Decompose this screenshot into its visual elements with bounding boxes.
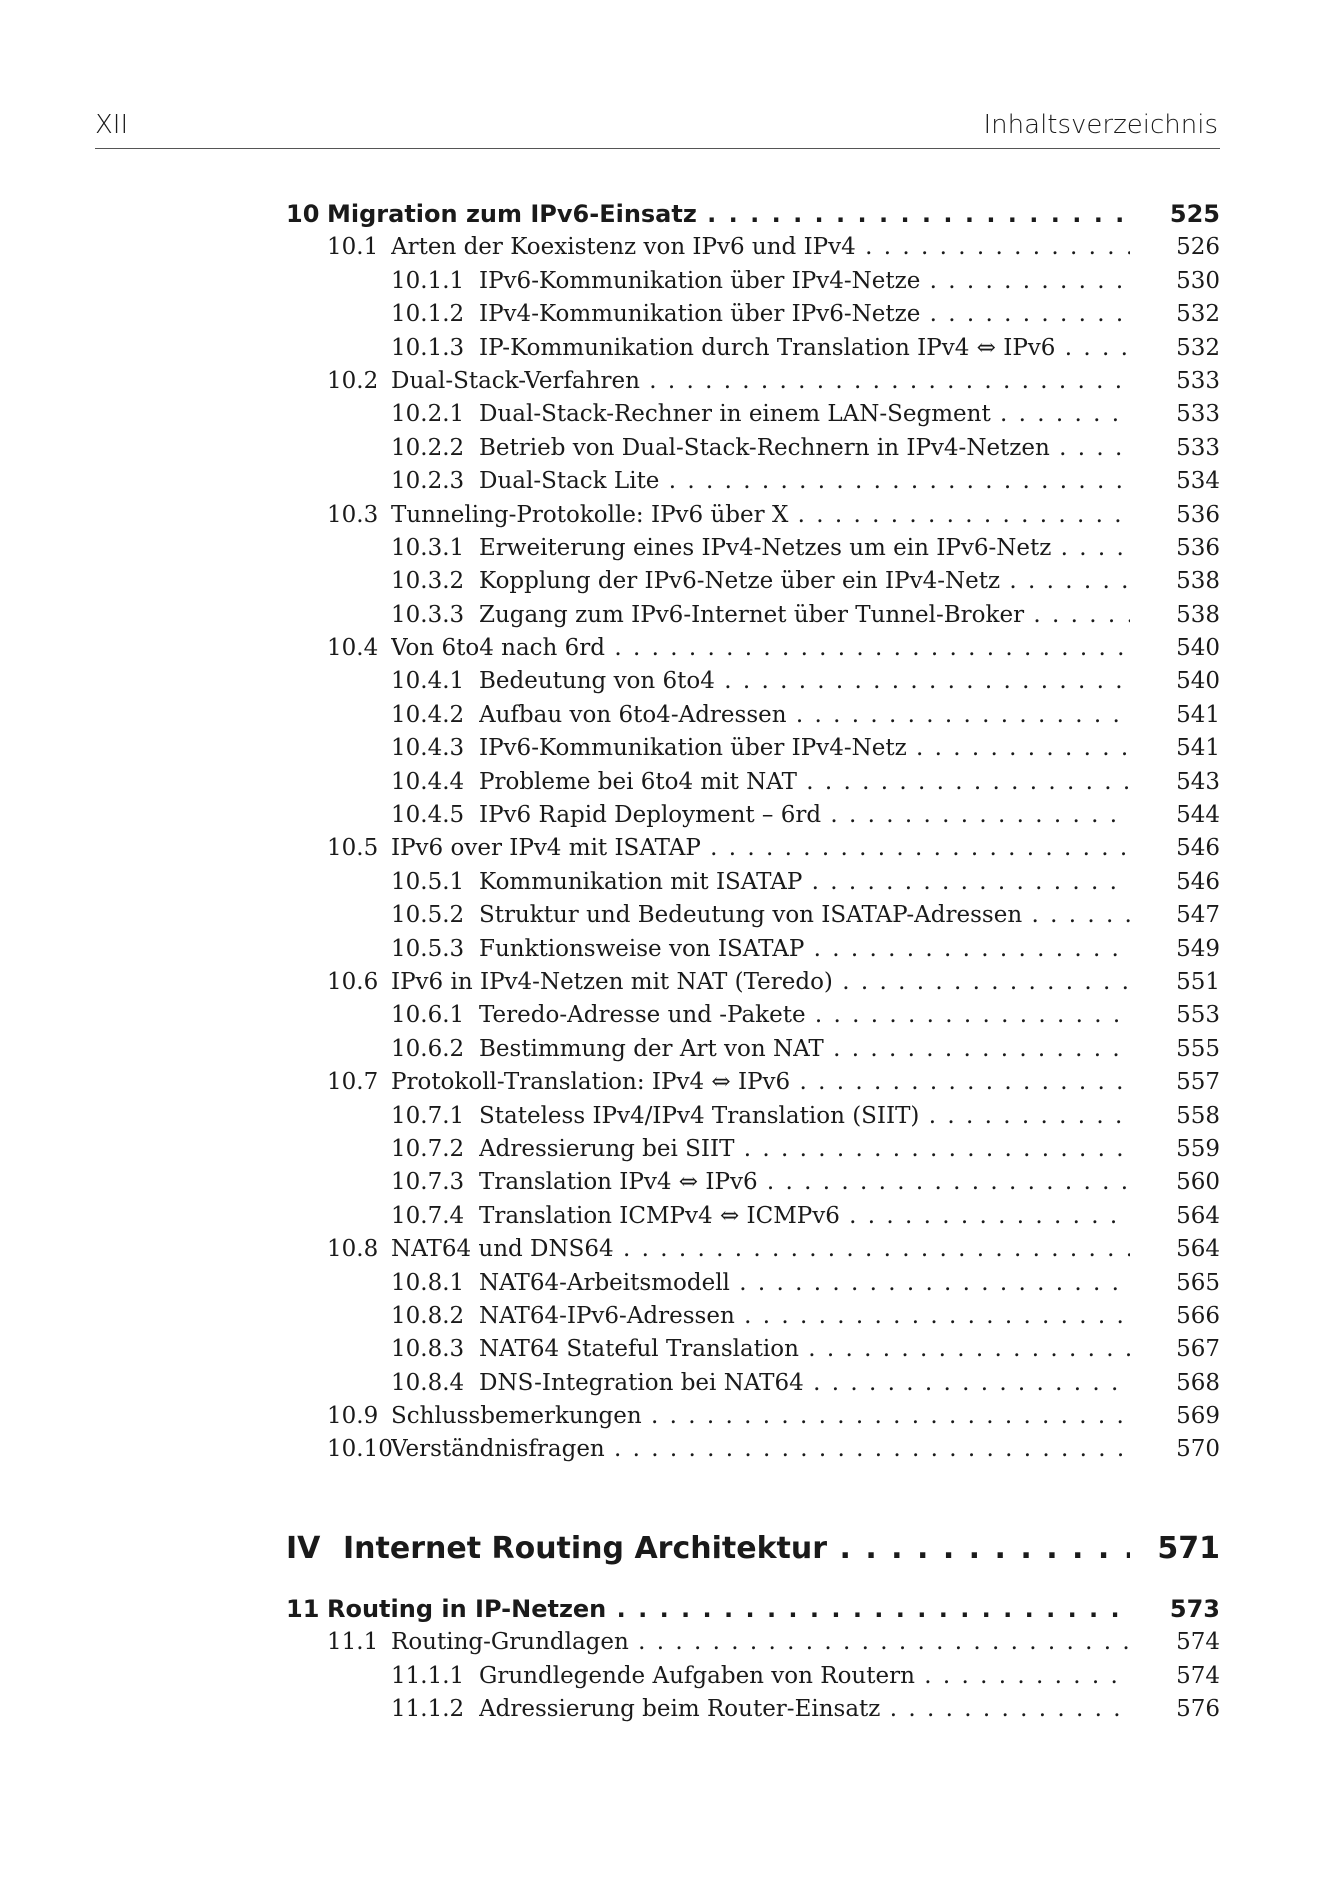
toc-page: 536 xyxy=(1176,534,1220,561)
toc-title: Bedeutung von 6to4 . . . xyxy=(479,665,1130,698)
toc-title: DNS-Integration bei NAT64 . . . xyxy=(479,1367,1130,1400)
toc-page: 540 xyxy=(1176,668,1220,695)
toc-subsection[interactable] xyxy=(286,565,1220,598)
toc-title: IP-Kommunikation durch Translation IPv4 ⇔ IPv6 . . . xyxy=(479,332,1130,365)
toc-title: Arten der Koexistenz von IPv6 und IPv4 . . . xyxy=(391,231,1130,264)
toc-number: 10.7.2 xyxy=(391,1135,465,1162)
toc-section[interactable] xyxy=(286,499,1220,532)
toc-number: 10.4.3 xyxy=(391,735,465,762)
toc-page: 546 xyxy=(1176,835,1220,862)
toc-number: 10.2.2 xyxy=(391,434,465,461)
toc-title: Verständnisfragen . . . xyxy=(391,1433,1130,1466)
toc-title: Tunneling-Protokolle: IPv6 über X . . . xyxy=(391,499,1130,532)
toc-number: 10.3.2 xyxy=(391,568,465,595)
toc-title: Probleme bei 6to4 mit NAT . . . xyxy=(479,766,1130,799)
toc-page: 557 xyxy=(1176,1069,1220,1096)
toc-number: 10.5.2 xyxy=(391,902,465,929)
toc-page: 541 xyxy=(1176,735,1220,762)
toc-page: 544 xyxy=(1176,802,1220,829)
toc-page: 553 xyxy=(1176,1002,1220,1029)
toc-number: 10.3.1 xyxy=(391,534,465,561)
toc-title: Betrieb von Dual-Stack-Rechnern in IPv4-Netzen . . . xyxy=(479,432,1130,465)
toc-number: 10.3 xyxy=(327,501,379,528)
toc-page: 574 xyxy=(1176,1629,1220,1656)
toc-number: 10.7.1 xyxy=(391,1102,465,1129)
toc-subsection[interactable] xyxy=(286,332,1220,365)
toc-subsection[interactable] xyxy=(286,1693,1220,1726)
toc-title: IPv4-Kommunikation über IPv6-Netze . . . xyxy=(479,298,1130,331)
toc-page: 533 xyxy=(1176,434,1220,461)
toc-subsection[interactable] xyxy=(286,866,1220,899)
toc-page: 533 xyxy=(1176,367,1220,394)
toc-title: IPv6-Kommunikation über IPv4-Netze . . . xyxy=(479,265,1130,298)
toc-subsection[interactable] xyxy=(286,1033,1220,1066)
toc-page: 565 xyxy=(1176,1269,1220,1296)
toc-page: 576 xyxy=(1176,1696,1220,1723)
toc-title: IPv6 Rapid Deployment – 6rd . . . xyxy=(479,799,1130,832)
running-header xyxy=(95,108,1220,149)
toc-subsection[interactable] xyxy=(286,1333,1220,1366)
toc-title: Struktur und Bedeutung von ISATAP-Adressen . . . xyxy=(479,899,1130,932)
toc-number: 10.7.3 xyxy=(391,1169,465,1196)
toc-subsection[interactable] xyxy=(286,1200,1220,1233)
toc-subsection[interactable] xyxy=(286,933,1220,966)
toc-section[interactable] xyxy=(286,1626,1220,1659)
toc-page: 530 xyxy=(1176,267,1220,294)
chapter-11-entries xyxy=(286,1626,1220,1726)
toc-section[interactable] xyxy=(286,1433,1220,1466)
toc-number: 10.6.1 xyxy=(391,1002,465,1029)
toc-page: 547 xyxy=(1176,902,1220,929)
toc-title: IPv6-Kommunikation über IPv4-Netz . . . xyxy=(479,732,1130,765)
toc-number: 10.7 xyxy=(327,1069,379,1096)
toc-page: 536 xyxy=(1176,501,1220,528)
chapter-10-entries xyxy=(286,231,1220,1466)
toc-number: 10.6.2 xyxy=(391,1035,465,1062)
toc-number: 10.1.1 xyxy=(391,267,465,294)
toc-subsection[interactable] xyxy=(286,766,1220,799)
toc-title: NAT64-Arbeitsmodell . . . xyxy=(479,1267,1130,1300)
toc-title: Routing in IP-Netzen . . . xyxy=(327,1593,1130,1626)
toc-number: 11.1 xyxy=(327,1629,379,1656)
toc-number: 11 xyxy=(286,1594,320,1623)
toc-page: 555 xyxy=(1176,1035,1220,1062)
toc-subsection[interactable] xyxy=(286,1267,1220,1300)
toc-page: 546 xyxy=(1176,868,1220,895)
toc-subsection[interactable] xyxy=(286,1100,1220,1133)
running-title: Inhaltsverzeichnis xyxy=(983,110,1218,140)
toc-number: 10.4.5 xyxy=(391,802,465,829)
toc-page: 571 xyxy=(1157,1530,1220,1566)
toc-title: Adressierung bei SIIT . . . xyxy=(479,1133,1130,1166)
toc-page: 559 xyxy=(1176,1135,1220,1162)
toc-number: 10.4 xyxy=(327,635,379,662)
toc-number: 10.3.3 xyxy=(391,601,465,628)
toc-subsection[interactable] xyxy=(286,1300,1220,1333)
toc-page: 543 xyxy=(1176,768,1220,795)
toc-number: 10 xyxy=(286,200,320,228)
toc-number: 10.8.3 xyxy=(391,1336,465,1363)
toc-number: 10.2 xyxy=(327,367,379,394)
toc-page: 549 xyxy=(1176,935,1220,962)
toc-page: 570 xyxy=(1176,1436,1220,1463)
toc-number: 10.2.1 xyxy=(391,401,465,428)
toc-number: 10.8.2 xyxy=(391,1302,465,1329)
toc-title: Dual-Stack-Verfahren . . . xyxy=(391,365,1130,398)
toc-subsection[interactable] xyxy=(286,1660,1220,1693)
toc-subsection[interactable] xyxy=(286,1367,1220,1400)
toc-page: 540 xyxy=(1176,635,1220,662)
toc-page: 567 xyxy=(1176,1336,1220,1363)
toc-page: 541 xyxy=(1176,701,1220,728)
toc-title: Kommunikation mit ISATAP . . . xyxy=(479,866,1130,899)
toc-title: Funktionsweise von ISATAP . . . xyxy=(479,933,1130,966)
toc-page: 538 xyxy=(1176,568,1220,595)
toc-chapter-11[interactable] xyxy=(286,1593,1220,1626)
toc-page: 564 xyxy=(1176,1202,1220,1229)
toc-title: Teredo-Adresse und -Pakete . . . xyxy=(479,999,1130,1032)
toc-subsection[interactable] xyxy=(286,999,1220,1032)
toc-number: 10.4.4 xyxy=(391,768,465,795)
toc-title: Kopplung der IPv6-Netze über ein IPv4-Netz . . . xyxy=(479,565,1130,598)
toc-title: IPv6 in IPv4-Netzen mit NAT (Teredo) . . . xyxy=(391,966,1130,999)
toc-section[interactable] xyxy=(286,632,1220,665)
toc-subsection[interactable] xyxy=(286,1133,1220,1166)
toc-subsection[interactable] xyxy=(286,665,1220,698)
toc-section[interactable] xyxy=(286,966,1220,999)
toc-number: 10.4.2 xyxy=(391,701,465,728)
toc-number: 10.1 xyxy=(327,234,379,261)
page-number: XII xyxy=(95,110,129,140)
toc-page: 573 xyxy=(1169,1594,1220,1623)
toc-page: 558 xyxy=(1176,1102,1220,1129)
toc-page: 564 xyxy=(1176,1236,1220,1263)
toc-page: 560 xyxy=(1176,1169,1220,1196)
toc-title: Von 6to4 nach 6rd . . . xyxy=(391,632,1130,665)
toc-title: Dual-Stack Lite . . . xyxy=(479,465,1130,498)
toc-chapter-10[interactable] xyxy=(286,198,1220,231)
toc-section[interactable] xyxy=(286,1233,1220,1266)
toc-subsection[interactable] xyxy=(286,899,1220,932)
toc-title: Migration zum IPv6-Einsatz . . . xyxy=(327,198,1130,231)
toc-number: 11.1.1 xyxy=(391,1662,465,1689)
toc-number: 10.8.1 xyxy=(391,1269,465,1296)
toc-page: 533 xyxy=(1176,401,1220,428)
toc-subsection[interactable] xyxy=(286,732,1220,765)
toc-number: 10.9 xyxy=(327,1403,379,1430)
toc-page: 566 xyxy=(1176,1302,1220,1329)
toc-number: 10.2.3 xyxy=(391,468,465,495)
toc-number: 10.10 xyxy=(327,1436,393,1463)
toc-section[interactable] xyxy=(286,365,1220,398)
toc-number: IV xyxy=(286,1530,321,1566)
toc-title: NAT64 Stateful Translation . . . xyxy=(479,1333,1130,1366)
toc-title: Routing-Grundlagen . . . xyxy=(391,1626,1130,1659)
toc-title: Internet Routing Architektur . . . xyxy=(343,1529,1130,1569)
toc-title: IPv6 over IPv4 mit ISATAP . . . xyxy=(391,832,1130,865)
toc-subsection[interactable] xyxy=(286,699,1220,732)
toc-number: 10.1.2 xyxy=(391,301,465,328)
toc-number: 10.4.1 xyxy=(391,668,465,695)
toc-subsection[interactable] xyxy=(286,432,1220,465)
toc-page: 534 xyxy=(1176,468,1220,495)
toc-subsection[interactable] xyxy=(286,599,1220,632)
toc-page: 538 xyxy=(1176,601,1220,628)
toc-number: 10.8.4 xyxy=(391,1369,465,1396)
toc-title: Dual-Stack-Rechner in einem LAN-Segment . . . xyxy=(479,398,1130,431)
toc-section[interactable] xyxy=(286,1066,1220,1099)
toc-title: Protokoll-Translation: IPv4 ⇔ IPv6 . . . xyxy=(391,1066,1130,1099)
toc-number: 10.5.3 xyxy=(391,935,465,962)
toc-title: NAT64 und DNS64 . . . xyxy=(391,1233,1130,1266)
toc-title: Stateless IPv4/IPv4 Translation (SIIT) . . . xyxy=(479,1100,1130,1133)
toc-subsection[interactable] xyxy=(286,398,1220,431)
toc-title: Grundlegende Aufgaben von Routern . . . xyxy=(479,1660,1130,1693)
table-of-contents xyxy=(286,198,1220,1726)
toc-part-iv[interactable] xyxy=(286,1529,1220,1569)
toc-number: 10.6 xyxy=(327,968,379,995)
toc-title: Zugang zum IPv6-Internet über Tunnel-Broker . . . xyxy=(479,599,1130,632)
toc-page: 569 xyxy=(1176,1403,1220,1430)
toc-number: 10.1.3 xyxy=(391,334,465,361)
toc-title: Translation ICMPv4 ⇔ ICMPv6 . . . xyxy=(479,1200,1130,1233)
toc-page: 532 xyxy=(1176,301,1220,328)
toc-number: 10.8 xyxy=(327,1236,379,1263)
toc-section[interactable] xyxy=(286,832,1220,865)
toc-number: 11.1.2 xyxy=(391,1696,465,1723)
toc-subsection[interactable] xyxy=(286,465,1220,498)
toc-title: Aufbau von 6to4-Adressen . . . xyxy=(479,699,1130,732)
toc-page: 526 xyxy=(1176,234,1220,261)
toc-subsection[interactable] xyxy=(286,265,1220,298)
toc-title: Schlussbemerkungen . . . xyxy=(391,1400,1130,1433)
toc-subsection[interactable] xyxy=(286,532,1220,565)
toc-title: Erweiterung eines IPv4-Netzes um ein IPv6-Netz . . . xyxy=(479,532,1130,565)
toc-section[interactable] xyxy=(286,1400,1220,1433)
toc-subsection[interactable] xyxy=(286,799,1220,832)
toc-page: 568 xyxy=(1176,1369,1220,1396)
toc-title: Bestimmung der Art von NAT . . . xyxy=(479,1033,1130,1066)
toc-subsection[interactable] xyxy=(286,298,1220,331)
toc-page: 525 xyxy=(1169,200,1220,228)
toc-number: 10.7.4 xyxy=(391,1202,465,1229)
toc-title: Adressierung beim Router-Einsatz . . . xyxy=(479,1693,1130,1726)
toc-page: 551 xyxy=(1176,968,1220,995)
toc-section[interactable] xyxy=(286,231,1220,264)
toc-number: 10.5.1 xyxy=(391,868,465,895)
toc-page: 532 xyxy=(1176,334,1220,361)
toc-title: NAT64-IPv6-Adressen . . . xyxy=(479,1300,1130,1333)
toc-page: 574 xyxy=(1176,1662,1220,1689)
toc-number: 10.5 xyxy=(327,835,379,862)
toc-title: Translation IPv4 ⇔ IPv6 . . . xyxy=(479,1166,1130,1199)
toc-subsection[interactable] xyxy=(286,1166,1220,1199)
